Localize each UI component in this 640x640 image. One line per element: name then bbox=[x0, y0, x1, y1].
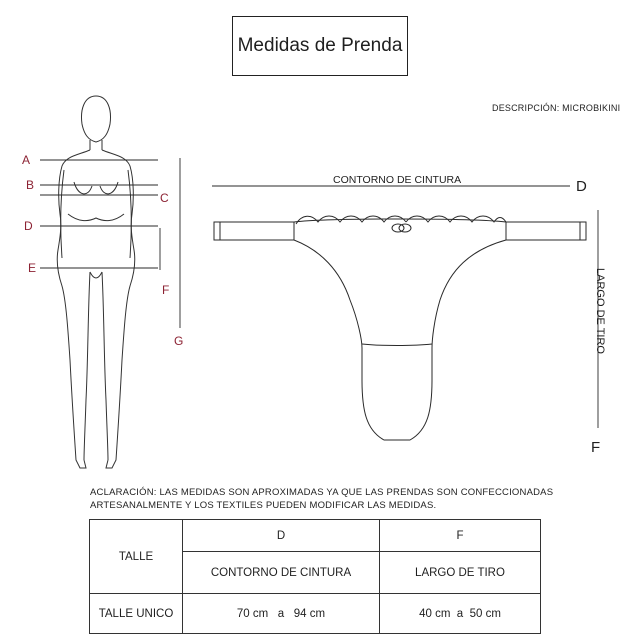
marker-f: F bbox=[162, 283, 170, 297]
table-row bbox=[90, 594, 541, 634]
note-line-2: ARTESANALMENTE Y LOS TEXTILES PUEDEN MODIFICAR LAS MEDIDAS. bbox=[90, 499, 437, 511]
col-d-name: CONTORNO DE CINTURA bbox=[183, 552, 380, 594]
note-line-1: ACLARACIÓN: LAS MEDIDAS SON APROXIMADAS YA QUE LAS PRENDAS SON CONFECCIONADAS bbox=[90, 487, 554, 498]
rise-label: LARGO DE TIRO bbox=[594, 268, 606, 354]
waist-label: CONTORNO DE CINTURA bbox=[333, 174, 462, 186]
marker-e: E bbox=[28, 261, 37, 275]
marker-c: C bbox=[160, 191, 169, 205]
disclaimer-note bbox=[90, 487, 553, 512]
size-header-cell: TALLE bbox=[90, 520, 183, 594]
row-f-value: 40 cm a 50 cm bbox=[380, 594, 541, 634]
size-table bbox=[89, 519, 541, 634]
row-size-label: TALLE UNICO bbox=[90, 594, 183, 634]
page-title: Medidas de Prenda bbox=[237, 35, 403, 56]
col-f-letter: F bbox=[380, 520, 541, 552]
left-strap bbox=[214, 222, 294, 240]
body-silhouette bbox=[57, 96, 135, 468]
marker-a: A bbox=[22, 153, 31, 167]
rise-marker: F bbox=[591, 439, 601, 456]
col-f-name: LARGO DE TIRO bbox=[380, 552, 541, 594]
right-strap bbox=[506, 222, 586, 240]
marker-g: G bbox=[174, 334, 184, 348]
marker-b: B bbox=[26, 178, 35, 192]
row-d-value: 70 cm a 94 cm bbox=[183, 594, 380, 634]
marker-d: D bbox=[24, 219, 33, 233]
col-d-letter: D bbox=[183, 520, 380, 552]
table-row bbox=[90, 520, 541, 552]
bikini-drawing bbox=[214, 216, 586, 440]
waist-marker: D bbox=[576, 178, 587, 195]
garment-description: DESCRIPCIÓN: MICROBIKINI bbox=[492, 103, 621, 113]
